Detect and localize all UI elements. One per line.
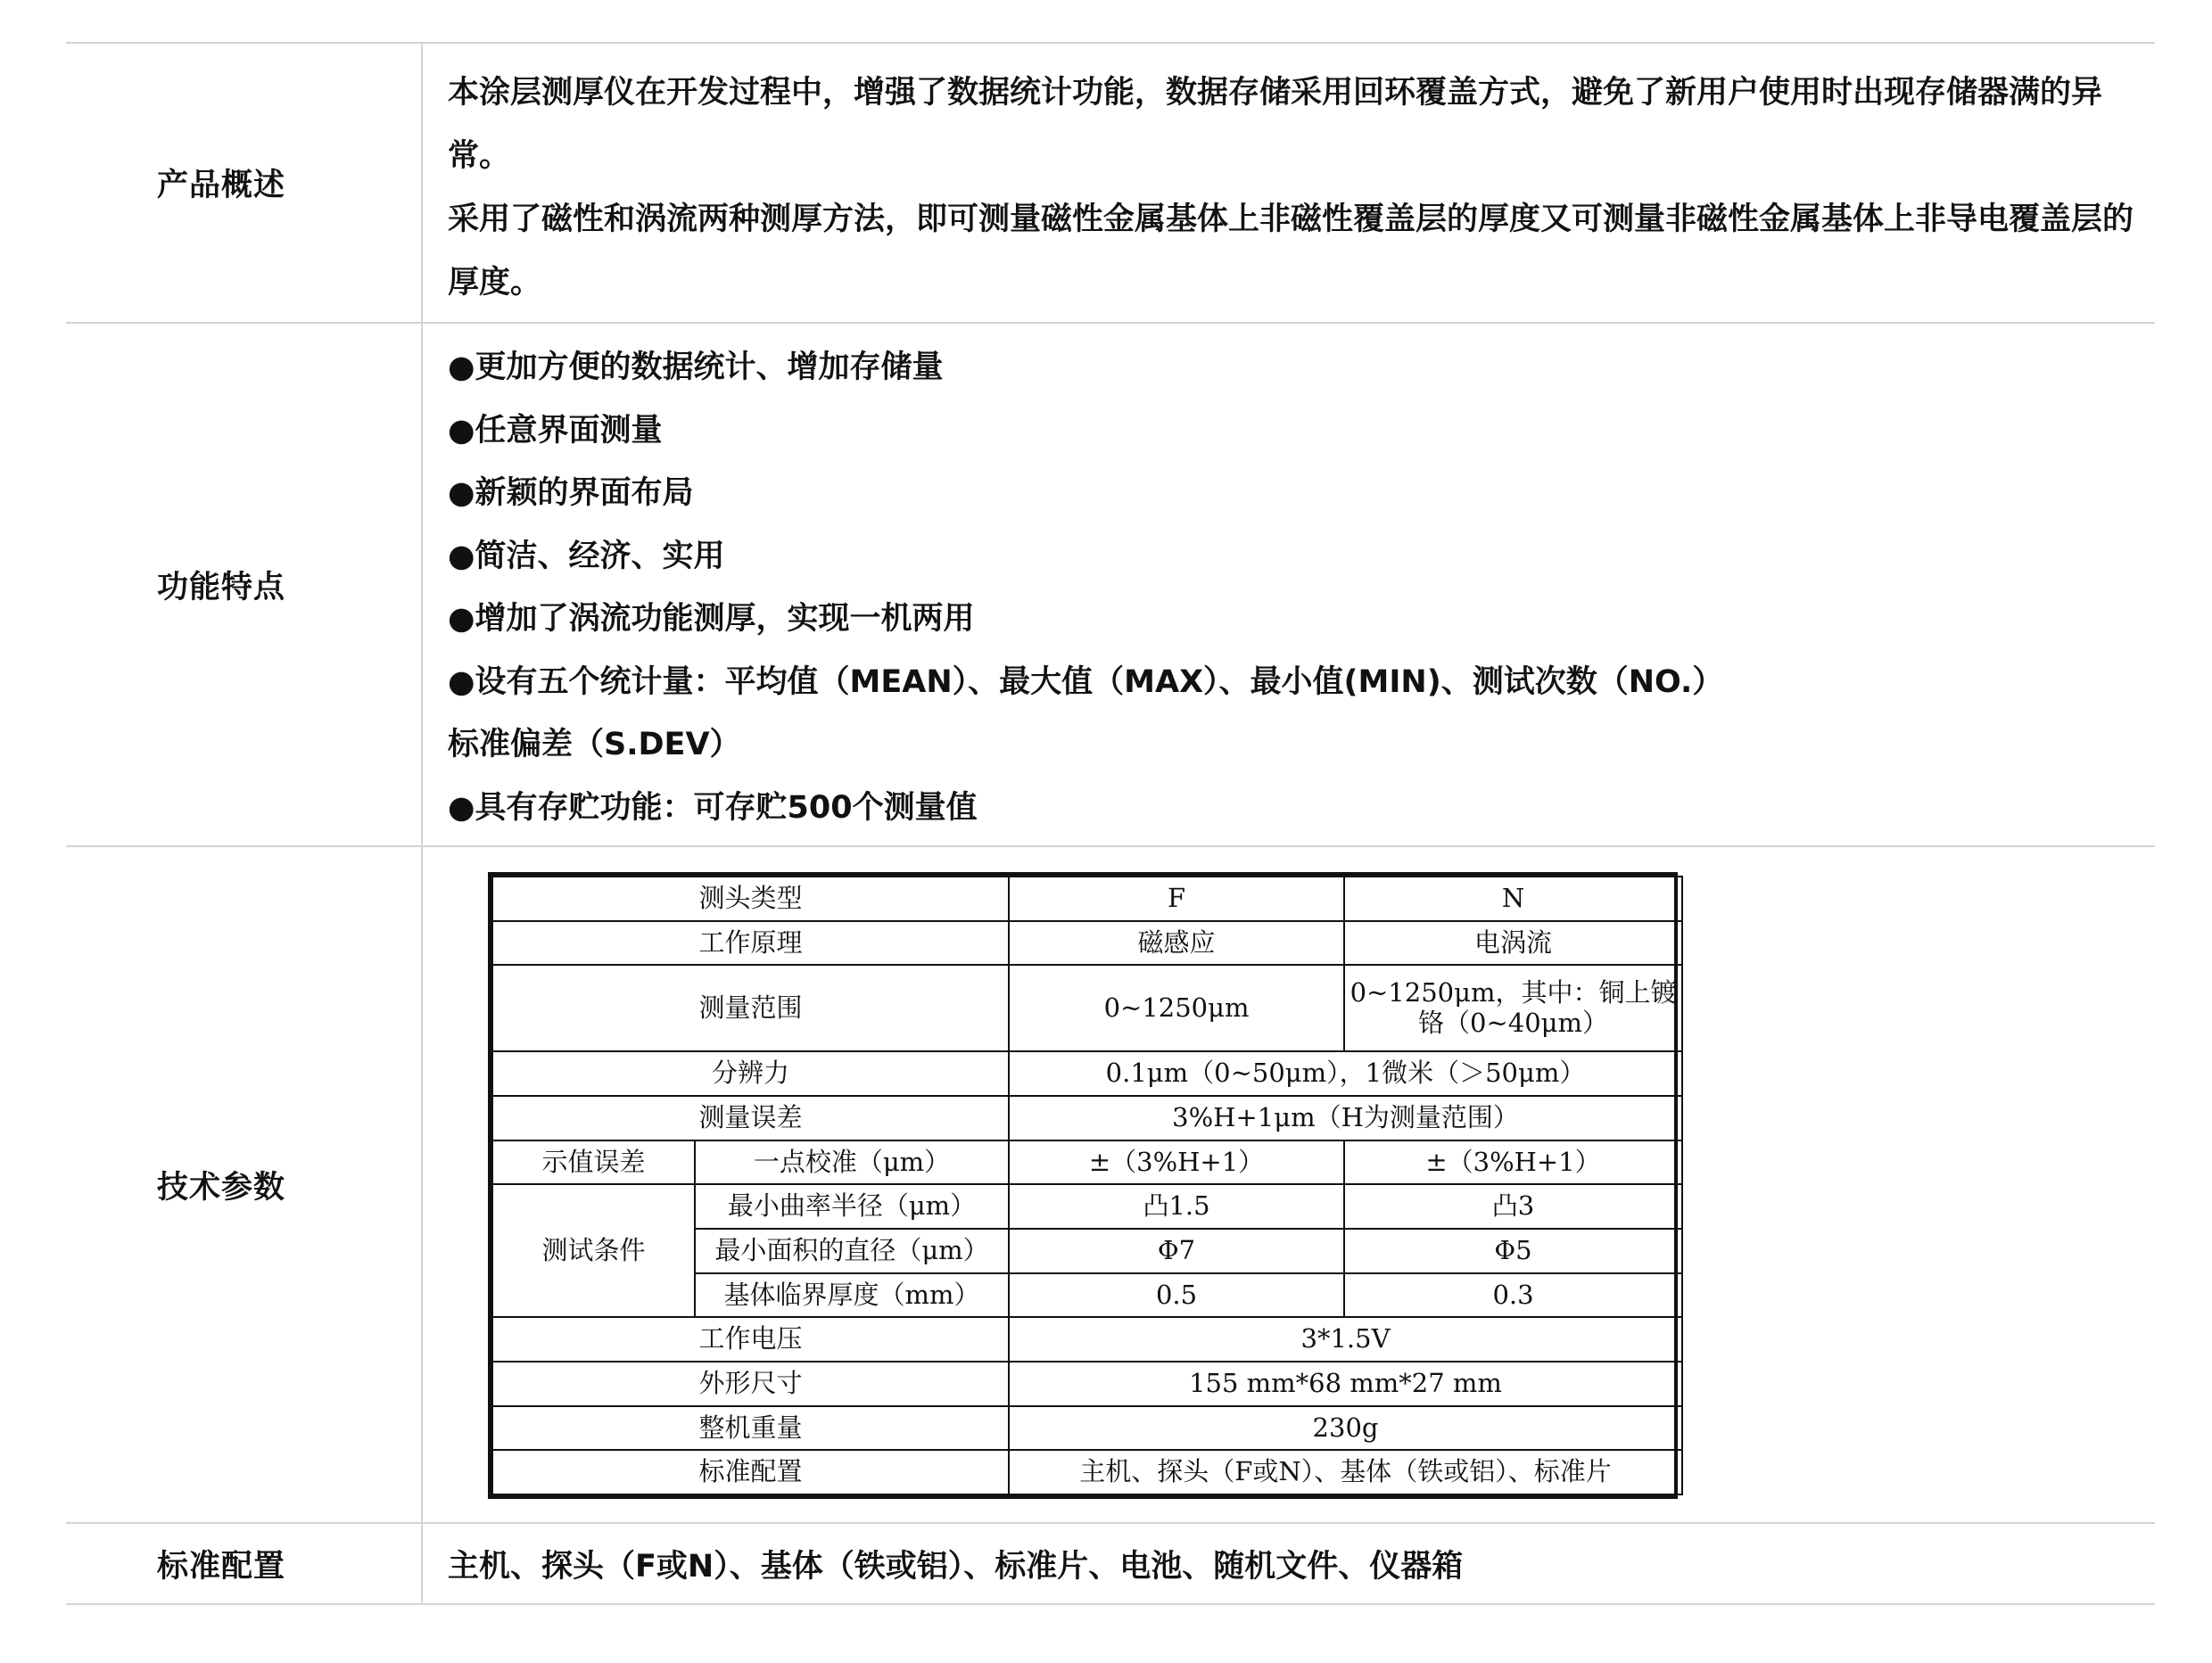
table-row <box>492 1140 1682 1185</box>
curvature-n: 凸3 <box>1344 1184 1682 1229</box>
features-list <box>423 324 2155 845</box>
table-row <box>492 1184 1682 1229</box>
error-label: 测量误差 <box>492 1096 1009 1140</box>
feature-item: ●增加了涡流功能测厚，实现一机两用 <box>448 601 975 637</box>
feature-item: ●更加方便的数据统计、增加存储量 <box>448 350 944 385</box>
feature-item: ●设有五个统计量：平均值（MEAN）、最大值（MAX）、最小值(MIN)、测试次数（NO.） <box>448 663 1724 700</box>
table-row <box>492 877 1682 921</box>
specs-content <box>423 847 2155 1522</box>
feature-item: ●具有存贮功能：可存贮500个测量值 <box>448 789 978 826</box>
probe-type-label: 测头类型 <box>492 877 1009 921</box>
error-value: 3%H+1μm（H为测量范围） <box>1009 1096 1682 1140</box>
indication-error-group: 示值误差 <box>492 1140 695 1185</box>
principle-label: 工作原理 <box>492 921 1009 966</box>
probe-n-header: N <box>1344 877 1682 921</box>
specs-row <box>66 847 2155 1524</box>
test-conditions-group: 测试条件 <box>492 1184 695 1317</box>
min-area-f: Φ7 <box>1009 1229 1344 1273</box>
calibration-label: 一点校准（μm） <box>695 1140 1009 1185</box>
weight-value: 230g <box>1009 1406 1682 1451</box>
feature-item: ●新颖的界面布局 <box>448 475 694 511</box>
feature-item: ●简洁、经济、实用 <box>448 538 725 574</box>
table-row <box>492 1317 1682 1362</box>
size-value: 155 mm*68 mm*27 mm <box>1009 1362 1682 1406</box>
size-label: 外形尺寸 <box>492 1362 1009 1406</box>
overview-row <box>66 42 2155 324</box>
principle-n: 电涡流 <box>1344 921 1682 966</box>
table-row <box>492 921 1682 966</box>
table-row <box>492 1051 1682 1096</box>
range-label: 测量范围 <box>492 965 1009 1051</box>
feature-item: ●任意界面测量 <box>448 412 663 449</box>
min-area-label: 最小面积的直径（μm） <box>695 1229 1009 1273</box>
spec-sheet <box>66 42 2155 1605</box>
critical-thickness-f: 0.5 <box>1009 1273 1344 1318</box>
table-row <box>492 1096 1682 1140</box>
probe-f-header: F <box>1009 877 1344 921</box>
overview-label: 产品概述 <box>66 44 423 322</box>
table-row <box>492 1450 1682 1494</box>
curvature-f: 凸1.5 <box>1009 1184 1344 1229</box>
range-f: 0~1250μm <box>1009 965 1344 1051</box>
overview-content <box>423 44 2155 322</box>
resolution-label: 分辨力 <box>492 1051 1009 1096</box>
overview-paragraph: 本涂层测厚仪在开发过程中，增强了数据统计功能，数据存储采用回环覆盖方式，避免了新用户使用时出现存储器满的异常。 <box>448 75 2103 174</box>
voltage-value: 3*1.5V <box>1009 1317 1682 1362</box>
min-area-n: Φ5 <box>1344 1229 1682 1273</box>
table-row <box>492 1362 1682 1406</box>
calibration-f: ±（3%H+1） <box>1009 1140 1344 1185</box>
config-value: 主机、探头（F或N）、基体（铁或铝）、标准片、电池、随机文件、仪器箱 <box>448 1548 1464 1585</box>
resolution-value: 0.1μm（0~50μm），1微米（＞50μm） <box>1009 1051 1682 1096</box>
feature-item: 标准偏差（S.DEV） <box>448 727 741 762</box>
principle-f: 磁感应 <box>1009 921 1344 966</box>
standard-value: 主机、探头（F或N）、基体（铁或铝）、标准片 <box>1009 1450 1682 1494</box>
range-n: 0~1250μm，其中：铜上镀铬（0~40μm） <box>1344 965 1682 1051</box>
critical-thickness-label: 基体临界厚度（mm） <box>695 1273 1009 1318</box>
calibration-n: ±（3%H+1） <box>1344 1140 1682 1185</box>
tech-param-table <box>488 872 1678 1499</box>
table-row <box>492 1406 1682 1451</box>
config-row <box>66 1524 2155 1605</box>
features-row <box>66 324 2155 847</box>
standard-label: 标准配置 <box>492 1450 1009 1494</box>
weight-label: 整机重量 <box>492 1406 1009 1451</box>
config-label: 标准配置 <box>66 1524 423 1603</box>
specs-label: 技术参数 <box>66 847 423 1522</box>
overview-paragraph: 采用了磁性和涡流两种测厚方法，即可测量磁性金属基体上非磁性覆盖层的厚度又可测量非磁性金属基体上非导电覆盖层的厚度。 <box>448 202 2134 300</box>
features-label: 功能特点 <box>66 324 423 845</box>
table-row <box>492 965 1682 1051</box>
critical-thickness-n: 0.3 <box>1344 1273 1682 1318</box>
voltage-label: 工作电压 <box>492 1317 1009 1362</box>
curvature-label: 最小曲率半径（μm） <box>695 1184 1009 1229</box>
